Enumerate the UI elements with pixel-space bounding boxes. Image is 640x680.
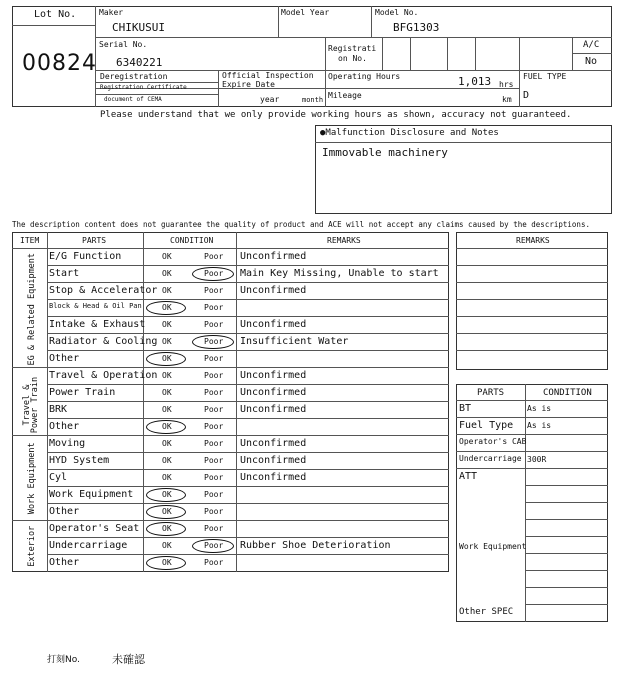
ok-option: OK xyxy=(162,507,172,516)
header-parts: PARTS xyxy=(82,236,107,245)
right-remarks-header: REMARKS xyxy=(516,236,550,245)
part-3: Block & Head & Oil Pan xyxy=(49,302,142,310)
remark-11: Unconfirmed xyxy=(240,438,307,449)
mileage-label: Mileage xyxy=(328,91,362,100)
model-no-value: BFG1303 xyxy=(393,21,440,34)
condition-row-3: 300R xyxy=(527,455,547,464)
parts-row-4: ATT xyxy=(459,471,478,482)
remark-12: Unconfirmed xyxy=(240,455,307,466)
poor-option: Poor xyxy=(204,456,224,465)
group-work-equipment: Work Equipment xyxy=(26,442,37,515)
part-14: Work Equipment xyxy=(49,489,134,500)
poor-option: Poor xyxy=(204,558,224,567)
condition-header: CONDITION xyxy=(543,388,592,398)
poor-option: Poor xyxy=(204,507,224,516)
poor-circle-mark xyxy=(192,267,234,281)
poor-option: Poor xyxy=(204,337,224,346)
header-frame xyxy=(12,6,612,107)
deregistration-label: Deregistration xyxy=(100,72,168,81)
ok-option: OK xyxy=(162,337,172,346)
part-7: Travel & Operation xyxy=(49,370,158,381)
poor-option: Poor xyxy=(204,541,224,550)
poor-option: Poor xyxy=(204,320,224,329)
ok-option: OK xyxy=(162,371,172,380)
part-10: Other xyxy=(49,421,80,432)
ok-circle-mark xyxy=(146,420,186,434)
poor-option: Poor xyxy=(204,490,224,499)
poor-option: Poor xyxy=(204,286,224,295)
ac-label: A/C xyxy=(583,40,600,50)
ok-option: OK xyxy=(162,320,172,329)
remark-7: Unconfirmed xyxy=(240,370,307,381)
ok-option: OK xyxy=(162,252,172,261)
ok-circle-mark xyxy=(146,301,186,315)
condition-row-0: As is xyxy=(527,404,552,413)
lot-number: 00824 xyxy=(22,51,97,76)
part-0: E/G Function xyxy=(49,251,122,262)
ok-option: OK xyxy=(162,422,172,431)
parts-row-3: Undercarriage xyxy=(459,454,522,463)
official-inspection-label: Official Inspection xyxy=(222,71,314,80)
model-year-label: Model Year xyxy=(281,8,330,17)
ok-option: OK xyxy=(162,541,172,550)
cema-document-label: document of CEMA xyxy=(104,96,162,103)
part-6: Other xyxy=(49,353,80,364)
malfunction-box xyxy=(315,125,612,214)
ok-option: OK xyxy=(162,490,172,499)
ok-option: OK xyxy=(162,439,172,448)
km-label: km xyxy=(502,95,512,104)
part-11: Moving xyxy=(49,438,86,449)
year-label: year xyxy=(260,95,280,104)
header-condition: CONDITION xyxy=(170,236,214,245)
poor-option: Poor xyxy=(204,388,224,397)
other-spec-label: Other SPEC xyxy=(459,607,514,617)
part-13: Cyl xyxy=(49,472,68,483)
ok-option: OK xyxy=(162,558,172,567)
group-travel-power: Travel & Power Train xyxy=(21,376,40,434)
operating-hours-label: Operating Hours xyxy=(328,72,401,81)
condition-row-1: As is xyxy=(527,421,552,430)
registration-label-2: on No. xyxy=(338,54,367,63)
hrs-label: hrs xyxy=(499,80,514,89)
part-12: HYD System xyxy=(49,455,110,466)
expire-date-label: Expire Date xyxy=(222,80,275,89)
remark-1: Main Key Missing, Unable to start xyxy=(240,268,439,279)
part-18: Other xyxy=(49,557,80,568)
fuel-type-label: FUEL TYPE xyxy=(523,72,567,81)
fuel-type-value: D xyxy=(523,90,530,101)
poor-option: Poor xyxy=(204,371,224,380)
part-1: Start xyxy=(49,268,80,279)
poor-option: Poor xyxy=(204,269,224,278)
registration-certificate-label: Registration Certificate xyxy=(100,84,187,91)
poor-option: Poor xyxy=(204,405,224,414)
remark-9: Unconfirmed xyxy=(240,404,307,415)
remark-4: Unconfirmed xyxy=(240,319,307,330)
remark-0: Unconfirmed xyxy=(240,251,307,262)
part-9: BRK xyxy=(49,404,68,415)
poor-option: Poor xyxy=(204,473,224,482)
ok-circle-mark xyxy=(146,522,186,536)
serial-value: 6340221 xyxy=(116,56,163,69)
poor-option: Poor xyxy=(204,524,224,533)
part-16: Operator's Seat xyxy=(49,523,140,534)
part-8: Power Train xyxy=(49,387,116,398)
poor-option: Poor xyxy=(204,354,224,363)
poor-circle-mark xyxy=(192,335,234,349)
poor-circle-mark xyxy=(192,539,234,553)
ok-option: OK xyxy=(162,388,172,397)
group-eg-related: EG & Related Equipment xyxy=(26,252,37,366)
ok-option: OK xyxy=(162,405,172,414)
operating-hours-value: 1,013 xyxy=(458,75,492,88)
remark-17: Rubber Shoe Deterioration xyxy=(240,540,391,551)
notice-text: Please understand that we only provide working hours as shown, accuracy not guaranteed. xyxy=(100,110,572,120)
poor-option: Poor xyxy=(204,439,224,448)
serial-label: Serial No. xyxy=(99,40,148,49)
engraving-value: 未確認 xyxy=(112,653,145,666)
poor-option: Poor xyxy=(204,303,224,312)
engraving-label: 打刻No. xyxy=(47,655,80,665)
remark-8: Unconfirmed xyxy=(240,387,307,398)
ok-circle-mark xyxy=(146,488,186,502)
disclaimer-text: The description content does not guarantee the quality of product and ACE will not accept any claims caused by the descriptions. xyxy=(12,220,590,229)
ok-option: OK xyxy=(162,473,172,482)
malfunction-title: ●Malfunction Disclosure and Notes xyxy=(320,128,499,138)
part-15: Other xyxy=(49,506,80,517)
group-exterior: Exterior xyxy=(26,525,37,567)
ok-option: OK xyxy=(162,456,172,465)
parts-row-2: Operator's CAB xyxy=(459,437,527,446)
ok-circle-mark xyxy=(146,505,186,519)
ok-circle-mark xyxy=(146,352,186,366)
condition-table xyxy=(12,232,449,572)
malfunction-text: Immovable machinery xyxy=(322,146,448,159)
parts-header: PARTS xyxy=(477,388,505,398)
part-5: Radiator & Cooling xyxy=(49,336,158,347)
parts-row-1: Fuel Type xyxy=(459,420,514,431)
lot-label: Lot No. xyxy=(34,9,77,20)
part-2: Stop & Accelerator xyxy=(49,285,158,296)
header-remarks: REMARKS xyxy=(327,236,361,245)
ok-circle-mark xyxy=(146,556,186,570)
remark-5: Insufficient Water xyxy=(240,336,349,347)
month-label: month xyxy=(302,96,324,104)
remark-2: Unconfirmed xyxy=(240,285,307,296)
ok-option: OK xyxy=(162,303,172,312)
remark-13: Unconfirmed xyxy=(240,472,307,483)
maker-value: CHIKUSUI xyxy=(112,21,165,34)
maker-label: Maker xyxy=(99,8,124,17)
ok-option: OK xyxy=(162,286,172,295)
part-4: Intake & Exhaust xyxy=(49,319,146,330)
registration-label: Registrati xyxy=(328,44,377,53)
model-no-label: Model No. xyxy=(375,8,419,17)
header-item: ITEM xyxy=(20,236,40,245)
ok-option: OK xyxy=(162,524,172,533)
work-equipment-label: Work Equipment xyxy=(459,542,527,551)
ok-option: OK xyxy=(162,354,172,363)
parts-row-0: BT xyxy=(459,403,472,414)
poor-option: Poor xyxy=(204,252,224,261)
ok-option: OK xyxy=(162,269,172,278)
ac-value: No xyxy=(585,56,598,67)
part-17: Undercarriage xyxy=(49,540,128,551)
poor-option: Poor xyxy=(204,422,224,431)
